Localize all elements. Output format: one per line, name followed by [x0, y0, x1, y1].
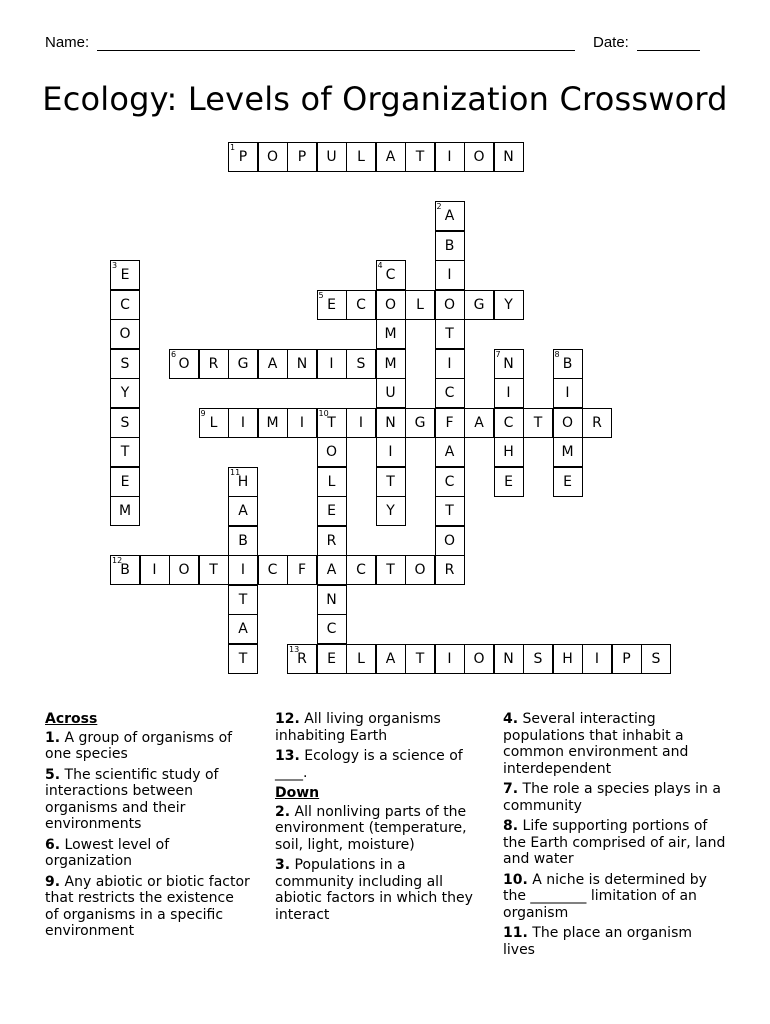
grid-cell[interactable] [317, 349, 347, 379]
clue-text: Populations in a community including all abiotic factors in which they interact [275, 857, 473, 923]
cell-letter: S [533, 650, 543, 667]
grid-cell[interactable] [553, 437, 583, 467]
cell-letter: I [447, 355, 452, 372]
grid-cell[interactable] [376, 437, 406, 467]
cell-letter: T [386, 562, 395, 578]
grid-cell[interactable] [553, 349, 583, 379]
clue-number: 1. [45, 729, 61, 746]
cell-letter: C [267, 562, 278, 578]
cell-number: 13 [289, 644, 300, 654]
cell-letter: A [385, 149, 396, 165]
grid-cell[interactable] [346, 349, 376, 379]
grid-cell[interactable] [553, 467, 583, 497]
cell-letter: A [238, 503, 248, 519]
cell-letter: B [120, 562, 130, 578]
grid-cell[interactable] [405, 142, 435, 172]
grid-cell[interactable] [110, 378, 140, 408]
cell-letter: T [445, 503, 454, 519]
clue-item [275, 804, 485, 854]
cell-letter: T [386, 473, 395, 490]
clue-text: Lowest level of organization [45, 836, 170, 869]
grid-cell[interactable] [346, 408, 376, 438]
cell-letter: I [506, 385, 511, 401]
grid-cell[interactable] [258, 142, 288, 172]
clue-text: A niche is determined by the ________ limitation of an organism [503, 871, 707, 921]
grid-cell[interactable] [376, 408, 406, 438]
cell-letter: T [238, 650, 248, 667]
cell-number: 2 [436, 202, 442, 211]
cell-letter: I [447, 149, 452, 165]
clue-text: The role a species plays in a community [503, 781, 721, 814]
grid-cell[interactable] [287, 142, 317, 172]
cell-letter: A [267, 355, 278, 372]
grid-cell[interactable] [494, 408, 524, 438]
grid-cell[interactable] [435, 260, 465, 290]
grid-cell[interactable] [110, 496, 140, 526]
grid-cell[interactable] [228, 408, 258, 438]
cell-letter: P [622, 650, 631, 667]
cell-number: 7 [495, 349, 501, 359]
cell-letter: U [385, 385, 396, 401]
grid-cell[interactable] [228, 585, 258, 615]
cell-letter: T [533, 414, 543, 431]
grid-cell[interactable] [435, 349, 465, 379]
grid-cell[interactable] [435, 467, 465, 497]
grid-cell[interactable] [405, 644, 435, 674]
grid-cell[interactable] [405, 290, 435, 320]
grid-cell[interactable] [494, 644, 524, 674]
cell-letter: C [356, 296, 366, 313]
grid-cell[interactable] [110, 290, 140, 320]
clue-text: Several interacting populations that inhabit a common environment and interdependent [503, 711, 689, 777]
cell-letter: F [297, 562, 307, 578]
cell-letter: L [357, 650, 365, 667]
cell-letter: C [444, 473, 455, 490]
grid-cell[interactable] [464, 290, 494, 320]
cell-letter: R [326, 532, 337, 549]
clue-item [503, 818, 728, 868]
grid-cell[interactable] [464, 142, 494, 172]
cell-letter: N [503, 650, 514, 667]
cell-letter: E [120, 267, 130, 283]
cell-letter: I [240, 562, 246, 578]
grid-cell[interactable] [464, 408, 494, 438]
grid-cell[interactable] [287, 408, 317, 438]
cell-letter: O [443, 532, 456, 549]
cell-letter: H [503, 444, 514, 460]
cell-letter: I [594, 650, 600, 667]
cell-letter: Y [120, 385, 130, 401]
grid-cell[interactable] [435, 231, 465, 261]
cell-letter: S [651, 650, 661, 667]
grid-cell[interactable] [317, 555, 347, 585]
cell-letter: L [416, 296, 424, 313]
grid-cell[interactable] [464, 644, 494, 674]
grid-cell[interactable] [228, 644, 258, 674]
cell-letter: I [447, 267, 452, 283]
clue-text: The scientific study of interactions between organisms and their environments [45, 766, 219, 832]
clue-number: 12. [275, 711, 300, 727]
cell-number: 4 [377, 261, 383, 270]
cell-letter: O [178, 355, 190, 372]
cell-letter: I [240, 414, 246, 431]
grid-cell[interactable] [199, 349, 229, 379]
cell-letter: C [385, 267, 396, 283]
cell-letter: A [326, 562, 337, 578]
clue-item [45, 767, 250, 833]
cell-letter: G [414, 414, 426, 431]
cell-letter: O [443, 296, 456, 313]
grid-cell[interactable] [376, 496, 406, 526]
cell-letter: B [562, 355, 573, 372]
grid-cell[interactable] [140, 555, 170, 585]
cell-letter: F [445, 414, 454, 431]
clues-column-1 [45, 711, 250, 944]
grid-cell[interactable] [405, 408, 435, 438]
grid-cell[interactable] [494, 378, 524, 408]
cell-letter: H [237, 473, 249, 490]
grid-cell[interactable] [110, 555, 140, 585]
cell-letter: T [415, 149, 425, 165]
grid-cell[interactable] [494, 290, 524, 320]
grid-cell[interactable] [376, 555, 406, 585]
cell-letter: T [445, 326, 454, 342]
grid-cell[interactable] [435, 555, 465, 585]
cell-letter: P [238, 149, 248, 165]
grid-cell[interactable] [110, 437, 140, 467]
cell-letter: E [327, 503, 336, 519]
grid-cell[interactable] [317, 526, 347, 556]
cell-letter: C [444, 385, 455, 401]
grid-cell[interactable] [494, 467, 524, 497]
cell-letter: I [358, 414, 364, 431]
cell-letter: A [474, 414, 484, 431]
grid-cell[interactable] [317, 142, 347, 172]
cell-letter: M [561, 444, 574, 460]
grid-cell[interactable] [494, 142, 524, 172]
down-heading: Down [275, 785, 320, 801]
grid-cell[interactable] [435, 201, 465, 231]
cell-letter: N [385, 414, 396, 431]
cell-letter: E [327, 650, 336, 667]
cell-letter: T [238, 591, 248, 608]
grid-cell[interactable] [435, 644, 465, 674]
grid-cell[interactable] [376, 260, 406, 290]
cell-letter: O [119, 326, 131, 342]
cell-letter: A [238, 621, 248, 637]
cell-letter: O [325, 444, 338, 460]
grid-cell[interactable] [110, 349, 140, 379]
cell-letter: Y [504, 296, 513, 313]
clue-item [45, 874, 250, 940]
clue-number: 3. [275, 857, 291, 873]
cell-number: 12 [112, 556, 123, 565]
cell-letter: O [178, 562, 190, 578]
cell-letter: L [327, 473, 336, 490]
grid-cell[interactable] [199, 555, 229, 585]
grid-cell[interactable] [553, 644, 583, 674]
cell-letter: Y [386, 503, 395, 519]
cell-letter: O [473, 149, 485, 165]
cell-letter: E [563, 473, 572, 490]
cell-letter: A [444, 444, 455, 460]
clue-number: 4. [503, 711, 519, 727]
clue-text: A group of organisms of one species [45, 729, 233, 762]
clue-text: Life supporting portions of the Earth comprised of air, land and water [503, 818, 726, 867]
grid-cell[interactable] [582, 644, 612, 674]
clue-number: 2. [275, 803, 291, 820]
cell-letter: S [120, 355, 130, 372]
cell-letter: M [118, 503, 132, 519]
clue-number: 9. [45, 873, 61, 890]
clue-number: 11. [503, 925, 528, 941]
grid-cell[interactable] [287, 644, 317, 674]
clue-number: 6. [45, 836, 61, 853]
cell-letter: C [503, 414, 514, 431]
cell-letter: P [297, 149, 307, 165]
grid-cell[interactable] [199, 408, 229, 438]
cell-letter: R [444, 562, 455, 578]
cell-letter: M [384, 326, 397, 342]
grid-cell[interactable] [110, 260, 140, 290]
grid-cell[interactable] [376, 290, 406, 320]
clue-item [503, 781, 728, 814]
cell-letter: T [209, 562, 218, 578]
cell-letter: L [209, 414, 218, 431]
grid-cell[interactable] [110, 319, 140, 349]
grid-cell[interactable] [553, 378, 583, 408]
cell-letter: M [266, 414, 279, 431]
cell-letter: I [388, 444, 393, 460]
cell-letter: T [120, 444, 130, 460]
grid-cell[interactable] [523, 408, 553, 438]
grid-cell[interactable] [317, 644, 347, 674]
grid-cell[interactable] [376, 378, 406, 408]
cell-letter: M [384, 355, 397, 372]
grid-cell[interactable] [110, 408, 140, 438]
clue-item [45, 730, 250, 763]
cell-letter: O [266, 149, 279, 165]
date-label: Date: [593, 34, 629, 51]
cell-letter: G [237, 355, 249, 372]
grid-cell[interactable] [435, 142, 465, 172]
grid-cell[interactable] [287, 349, 317, 379]
clue-number: 5. [45, 766, 61, 783]
cell-number: 8 [554, 349, 560, 359]
cell-letter: B [238, 532, 248, 549]
grid-cell[interactable] [523, 644, 553, 674]
grid-cell[interactable] [376, 644, 406, 674]
cell-letter: G [473, 296, 485, 313]
name-label: Name: [45, 34, 90, 51]
cell-number: 6 [171, 349, 177, 359]
grid-cell[interactable] [494, 437, 524, 467]
grid-cell[interactable] [553, 408, 583, 438]
cell-letter: N [503, 355, 514, 372]
cell-letter: S [120, 414, 130, 431]
cell-letter: O [414, 562, 426, 578]
cell-letter: E [327, 296, 336, 313]
grid-cell[interactable] [376, 319, 406, 349]
cell-number: 10 [318, 408, 329, 418]
cell-letter: R [592, 414, 602, 431]
cell-letter: I [329, 355, 334, 372]
clue-text: All nonliving parts of the environment (temperature, soil, light, moisture) [275, 803, 467, 853]
grid-cell[interactable] [169, 555, 199, 585]
clue-number: 8. [503, 818, 519, 834]
grid-cell[interactable] [376, 467, 406, 497]
clue-number: 13. [275, 748, 300, 764]
grid-cell[interactable] [346, 644, 376, 674]
grid-cell[interactable] [317, 408, 347, 438]
clue-number: 7. [503, 781, 519, 797]
cell-letter: N [503, 149, 514, 165]
cell-number: 3 [112, 261, 118, 270]
grid-cell[interactable] [228, 496, 258, 526]
grid-cell[interactable] [228, 467, 258, 497]
grid-cell[interactable] [435, 496, 465, 526]
grid-cell[interactable] [317, 585, 347, 615]
cell-letter: I [152, 562, 157, 578]
clue-item [503, 711, 728, 777]
clue-item [503, 872, 728, 922]
clue-text: Ecology is a science of ____. [275, 748, 463, 781]
cell-letter: L [357, 149, 365, 165]
clue-item [45, 837, 250, 870]
clues-column-3 [503, 711, 728, 962]
cell-number: 1 [230, 143, 236, 152]
clue-text: The place an organism lives [503, 925, 693, 958]
cell-letter: I [447, 650, 452, 667]
cell-letter: O [473, 650, 485, 667]
grid-cell[interactable] [582, 408, 612, 438]
cell-letter: A [444, 208, 455, 224]
grid-cell[interactable] [317, 437, 347, 467]
cell-number: 9 [200, 408, 206, 418]
cell-letter: R [208, 355, 219, 372]
grid-cell[interactable] [258, 349, 288, 379]
cell-letter: O [384, 296, 397, 313]
cell-letter: R [297, 650, 307, 667]
grid-cell[interactable] [287, 555, 317, 585]
cell-letter: U [326, 149, 337, 165]
grid-cell[interactable] [435, 378, 465, 408]
grid-cell[interactable] [435, 437, 465, 467]
cell-letter: O [561, 414, 574, 431]
grid-cell[interactable] [641, 644, 671, 674]
grid-cell[interactable] [110, 467, 140, 497]
grid-cell[interactable] [376, 349, 406, 379]
cell-letter: H [562, 650, 573, 667]
clue-item [503, 925, 728, 958]
grid-cell[interactable] [169, 349, 199, 379]
clue-item [275, 711, 485, 744]
clue-item [275, 748, 485, 781]
cell-letter: E [504, 473, 513, 490]
clue-text: Any abiotic or biotic factor that restricts the existence of organisms in a specific environment [45, 873, 250, 939]
cell-letter: C [356, 562, 366, 578]
grid-cell[interactable] [228, 555, 258, 585]
clue-item [275, 857, 485, 923]
grid-cell[interactable] [317, 614, 347, 644]
across-heading: Across [45, 711, 98, 727]
page-title: Ecology: Levels of Organization Crossword [42, 80, 728, 118]
cell-letter: T [327, 414, 336, 431]
cell-letter: B [444, 237, 455, 254]
grid-cell[interactable] [258, 555, 288, 585]
grid-cell[interactable] [405, 555, 435, 585]
grid-cell[interactable] [435, 290, 465, 320]
cell-letter: I [299, 414, 305, 431]
grid-cell[interactable] [435, 526, 465, 556]
grid-cell[interactable] [435, 319, 465, 349]
cell-letter: C [326, 621, 337, 637]
cell-letter: S [356, 355, 366, 372]
grid-cell[interactable] [376, 142, 406, 172]
grid-cell[interactable] [346, 290, 376, 320]
grid-cell[interactable] [228, 142, 258, 172]
grid-cell[interactable] [346, 142, 376, 172]
cell-letter: E [120, 473, 130, 490]
clue-number: 10. [503, 871, 528, 888]
grid-cell[interactable] [494, 349, 524, 379]
grid-cell[interactable] [228, 614, 258, 644]
cell-letter: I [565, 385, 570, 401]
grid-cell[interactable] [317, 467, 347, 497]
grid-cell[interactable] [228, 349, 258, 379]
grid-cell[interactable] [317, 496, 347, 526]
grid-cell[interactable] [228, 526, 258, 556]
clues-column-2 [275, 711, 485, 927]
grid-cell[interactable] [612, 644, 642, 674]
cell-letter: T [415, 650, 425, 667]
grid-cell[interactable] [258, 408, 288, 438]
cell-number: 5 [318, 290, 324, 300]
cell-letter: C [120, 296, 130, 313]
cell-letter: N [296, 355, 308, 372]
cell-number: 11 [230, 467, 241, 477]
cell-letter: N [326, 591, 337, 608]
grid-cell[interactable] [317, 290, 347, 320]
cell-letter: A [385, 650, 396, 667]
grid-cell[interactable] [435, 408, 465, 438]
clue-text: All living organisms inhabiting Earth [275, 711, 441, 744]
grid-cell[interactable] [346, 555, 376, 585]
